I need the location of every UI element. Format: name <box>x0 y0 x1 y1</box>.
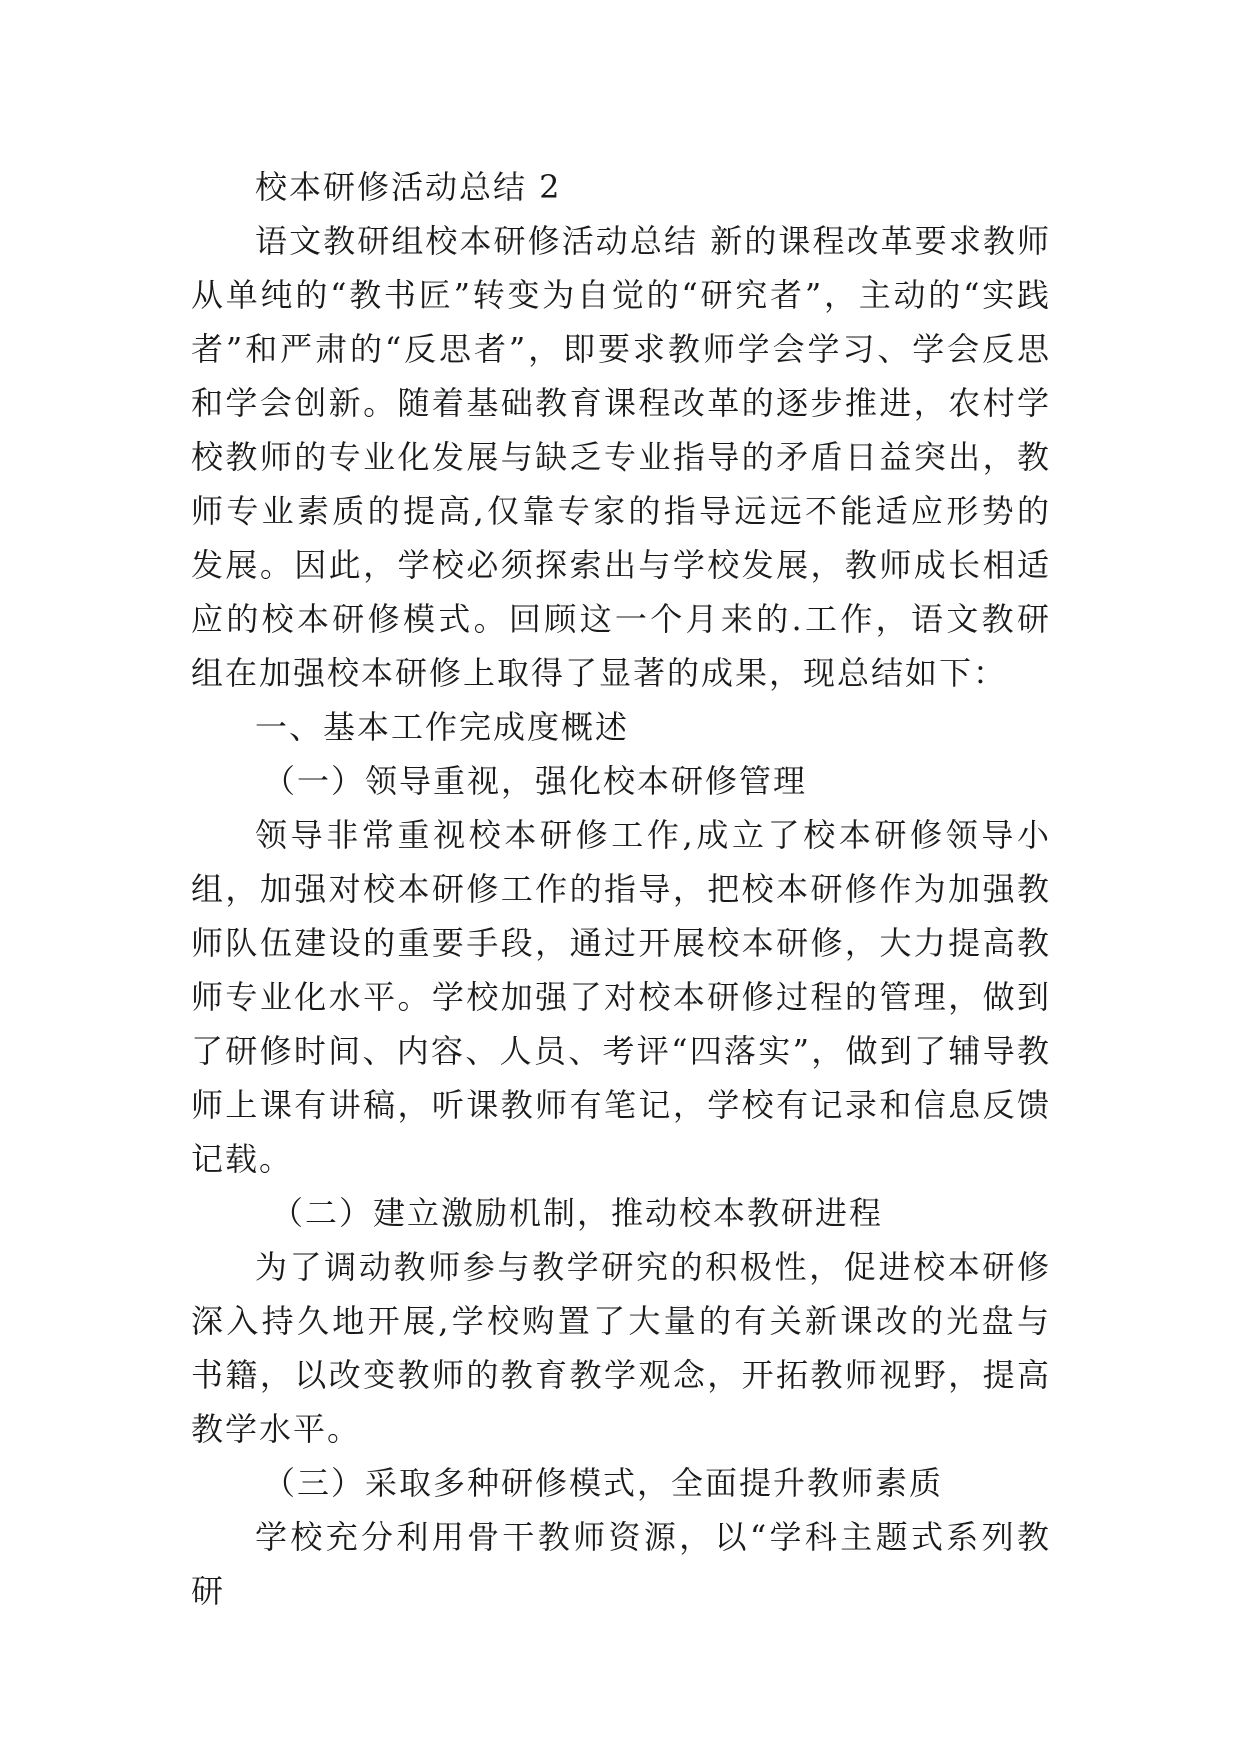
subsection-body-1: 领导非常重视校本研修工作,成立了校本研修领导小组，加强对校本研修工作的指导，把校本研修作为加强教师队伍建设的重要手段，通过开展校本研修，大力提高教师专业化水平。学校加强了对校本研修过程的管理，做到了研修时间、内容、人员、考评“四落实”，做到了辅导教师上课有讲稿，听课教师有笔记，学校有记录和信息反馈记载。 <box>191 816 1051 1178</box>
subsection-body-2: 为了调动教师参与教学研究的积极性，促进校本研修深入持久地开展,学校购置了大量的有关新课改的光盘与书籍，以改变教师的教育教学观念，开拓教师视野，提高教学水平。 <box>191 1248 1051 1448</box>
section-heading-1: 一、基本工作完成度概述 <box>255 708 630 746</box>
subsection-body-3: 学校充分利用骨干教师资源，以“学科主题式系列教研 <box>191 1518 1051 1610</box>
subsection-heading-2: （二）建立激励机制，推动校本教研进程 <box>271 1194 884 1232</box>
document-body <box>191 160 1051 1618</box>
subsection-heading-1: （一）领导重视，强化校本研修管理 <box>263 762 808 800</box>
document-title: 校本研修活动总结 2 <box>255 168 562 206</box>
intro-paragraph: 语文教研组校本研修活动总结 新的课程改革要求教师从单纯的“教书匠”转变为自觉的“研究者”，主动的“实践者”和严肃的“反思者”，即要求教师学会学习、学会反思和学会创新。随着基础教育课程改革的逐步推进，农村学校教师的专业化发展与缺乏专业指导的矛盾日益突出，教师专业素质的提高,仅靠专家的指导远远不能适应形势的发展。因此，学校必须探索出与学校发展，教师成长相适应的校本研修模式。回顾这一个月来的.工作，语文教研组在加强校本研修上取得了显著的成果，现总结如下： <box>191 222 1051 692</box>
subsection-heading-3: （三）采取多种研修模式，全面提升教师素质 <box>263 1464 944 1502</box>
